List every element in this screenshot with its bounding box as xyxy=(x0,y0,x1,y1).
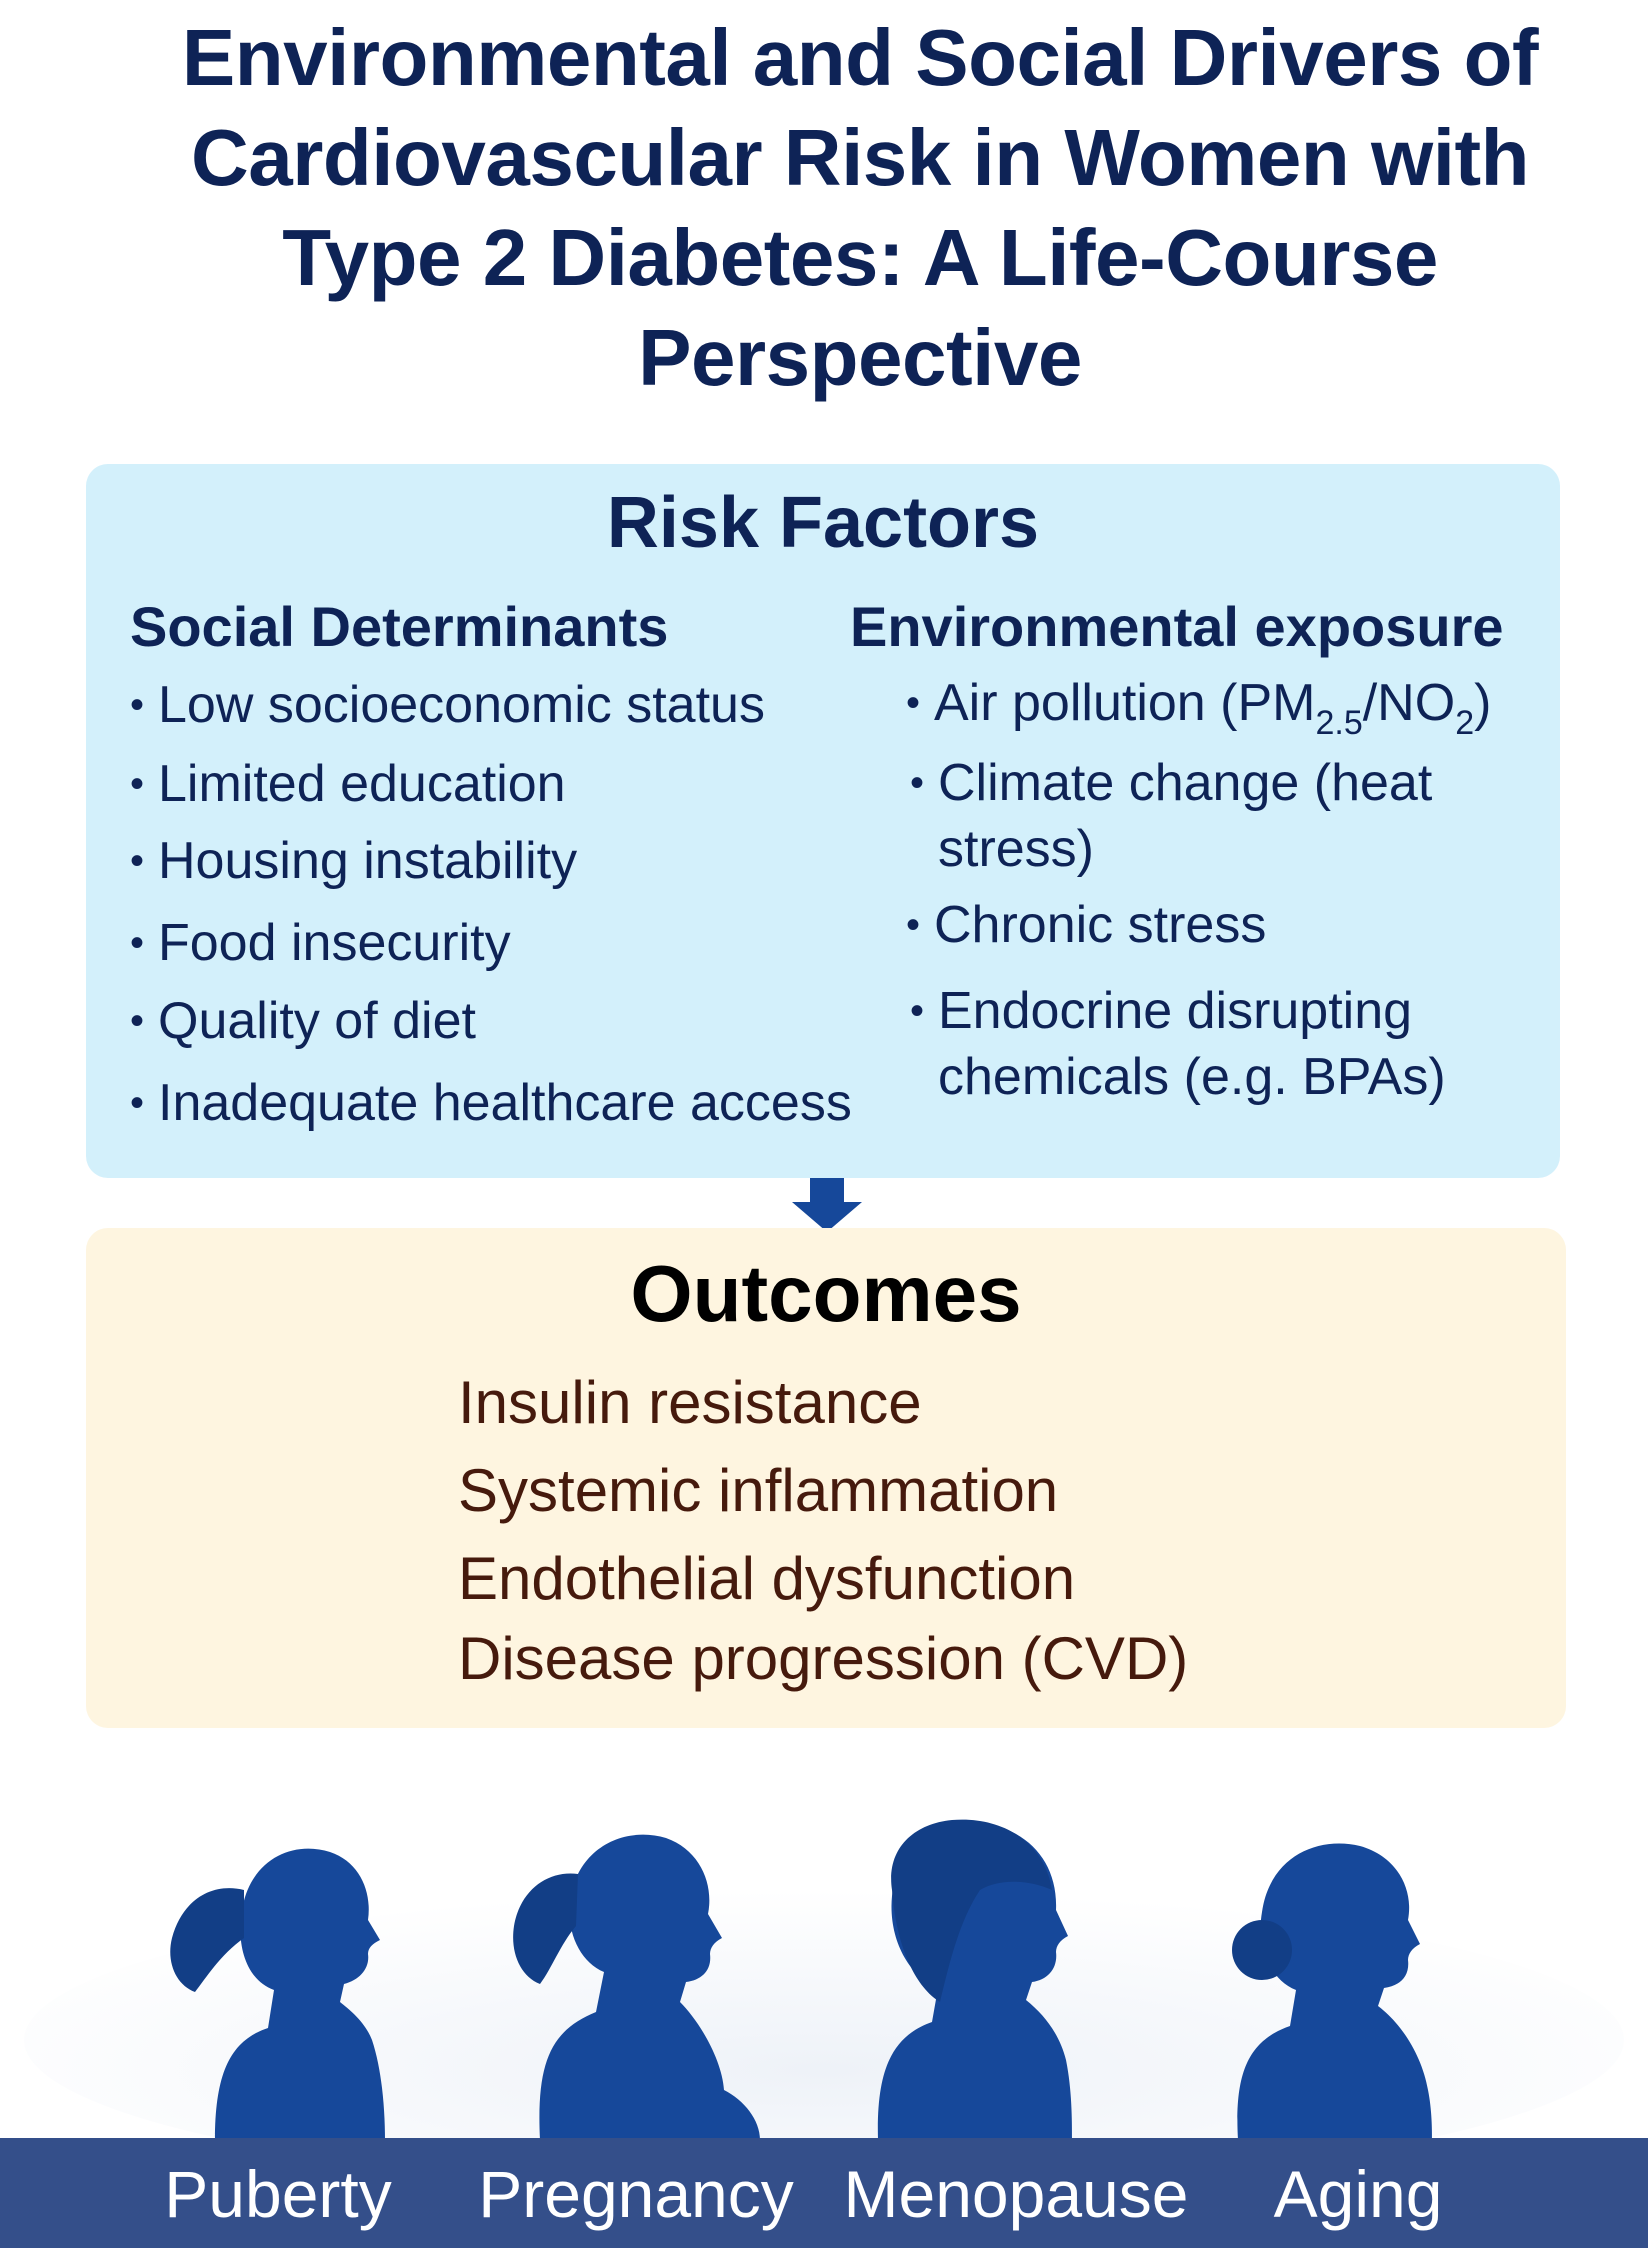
outcome-item: Systemic inflammation xyxy=(458,1457,1059,1524)
outcomes-panel xyxy=(86,1228,1566,1728)
stage-label-menopause: Menopause xyxy=(843,2157,1189,2231)
stage-label-puberty: Puberty xyxy=(164,2157,392,2231)
list-item: • Food insecurity xyxy=(130,914,511,972)
risk-factors-panel xyxy=(86,464,1560,1178)
outcome-item: Endothelial dysfunction xyxy=(458,1545,1076,1612)
risk-factors-heading: Risk Factors xyxy=(606,483,1040,563)
social-determinants-heading: Social Determinants xyxy=(130,595,669,658)
list-item-chronic-stress: • Chronic stress xyxy=(906,896,1267,954)
list-item-endocrine-cont: chemicals (e.g. BPAs) xyxy=(938,1048,1446,1106)
life-stage-silhouettes xyxy=(0,1740,1648,2140)
outcomes-heading: Outcomes xyxy=(630,1249,1022,1338)
list-item: • Inadequate healthcare access xyxy=(130,1074,852,1132)
list-item-air-pollution: • Air pollution $(PM_{2.5}/NO_2)$ xyxy=(906,674,1492,742)
list-item-climate-change-cont: stress) xyxy=(938,820,1094,878)
outcome-item: Insulin resistance xyxy=(458,1369,922,1436)
environmental-exposure-heading: Environmental exposure xyxy=(850,595,1504,658)
list-item: • Limited education xyxy=(130,755,566,813)
list-item: • Low socioeconomic status xyxy=(130,676,765,734)
stage-label-pregnancy: Pregnancy xyxy=(478,2157,794,2231)
list-item: • Quality of diet xyxy=(130,992,476,1050)
stage-label-aging: Aging xyxy=(1273,2157,1443,2231)
outcome-item: Disease progression (CVD) xyxy=(458,1625,1189,1692)
list-item-climate-change: • Climate change (heat xyxy=(910,754,1433,812)
figure-title: Environmental and Social Drivers of Cardiovascular Risk in Women with Type 2 Diabetes: A Life-Course Perspective xyxy=(181,13,1539,402)
list-item: • Housing instability xyxy=(130,832,578,890)
list-item-endocrine: • Endocrine disrupting xyxy=(910,982,1413,1040)
life-stage-bar xyxy=(0,2138,1648,2248)
down-arrow-icon xyxy=(792,1178,862,1232)
